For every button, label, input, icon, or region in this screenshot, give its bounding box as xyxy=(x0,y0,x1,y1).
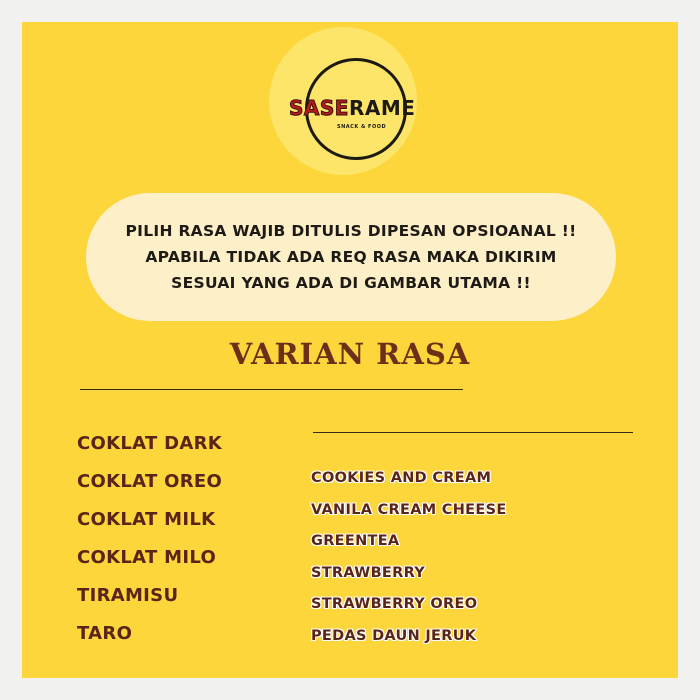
flavor-item: GREENTEA xyxy=(311,533,400,550)
divider xyxy=(80,389,463,390)
flavor-item: COKLAT MILK xyxy=(77,509,216,530)
flavor-item: COKLAT OREO xyxy=(77,471,223,492)
flavor-item: COOKIES AND CREAM xyxy=(311,470,492,486)
flavor-item: STRAWBERRY xyxy=(311,564,426,581)
flavor-list-left xyxy=(77,430,222,658)
flavor-item: TARO xyxy=(77,623,133,644)
brand-name-part2: RAME xyxy=(348,96,416,120)
notice-line: APABILA TIDAK ADA REQ RASA MAKA DIKIRIM xyxy=(145,248,557,266)
flavor-item: STRAWBERRY OREO xyxy=(311,596,478,613)
section-title: VARIAN RASA xyxy=(229,337,471,371)
flavor-item: COKLAT DARK xyxy=(77,433,222,454)
flavor-item: PEDAS DAUN JERUK xyxy=(311,627,477,644)
brand-logo xyxy=(289,96,415,120)
flavor-item: COKLAT MILO xyxy=(77,547,217,568)
divider xyxy=(313,432,633,433)
brand-tagline: SNACK & FOOD xyxy=(337,124,387,130)
brand-name-part1: SASE xyxy=(289,96,349,120)
flavor-item: VANILA CREAM CHEESE xyxy=(311,501,507,518)
notice-line: PILIH RASA WAJIB DITULIS DIPESAN OPSIOANAL !! xyxy=(125,222,577,240)
notice-box xyxy=(86,193,616,321)
flavor-list-right xyxy=(311,466,507,656)
notice-line: SESUAI YANG ADA DI GAMBAR UTAMA !! xyxy=(171,274,531,292)
flavor-item: TIRAMISU xyxy=(77,585,179,606)
